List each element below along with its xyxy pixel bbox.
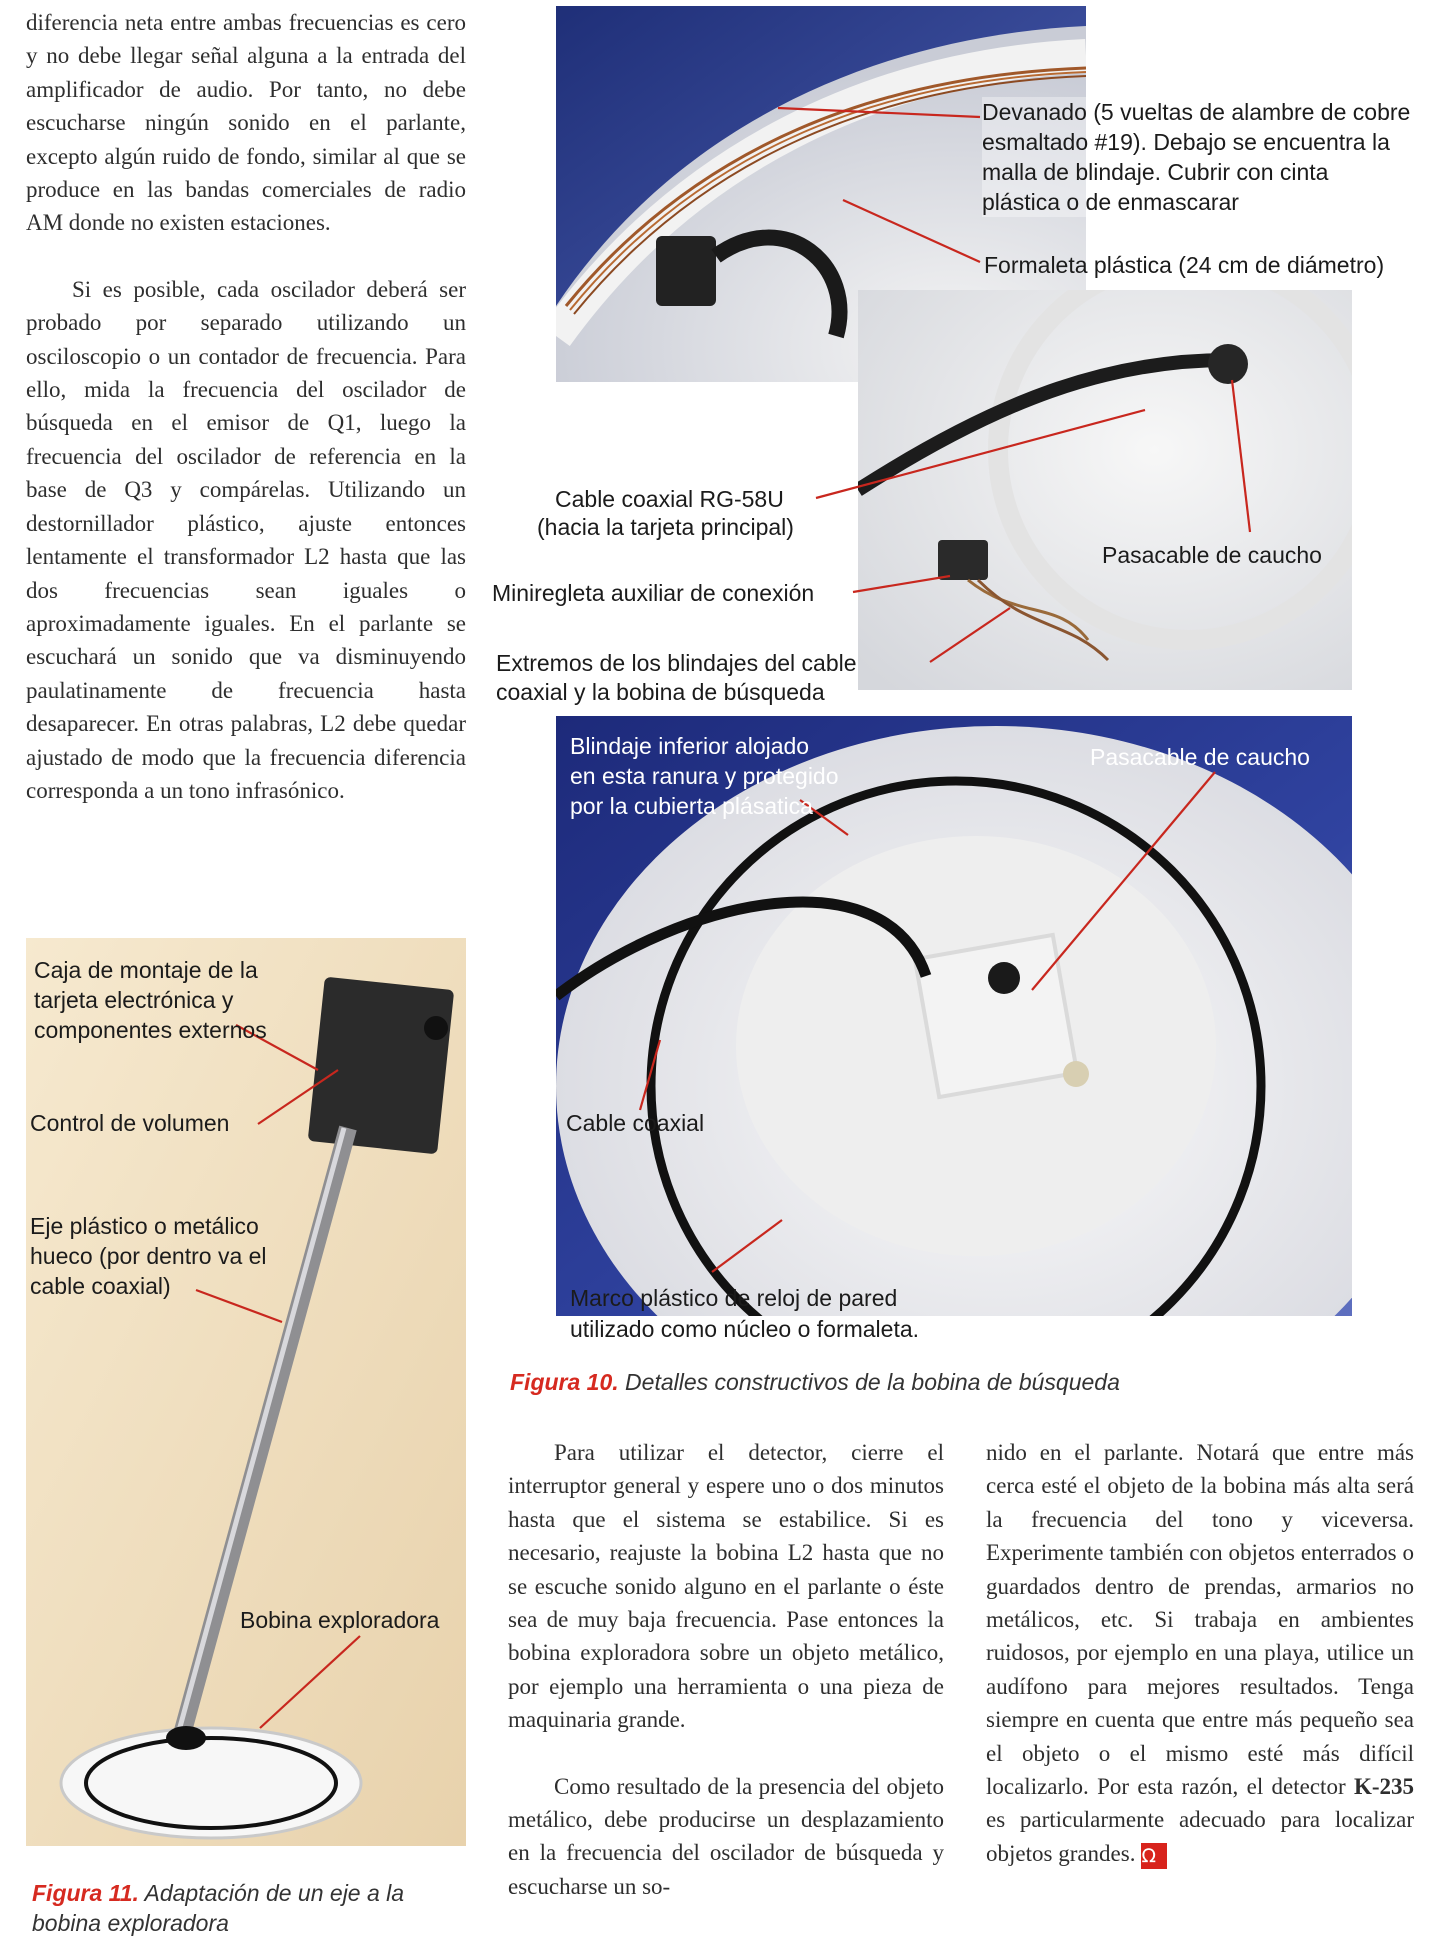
right-column-text [986,1436,1414,1903]
product-code: K-235 [1353,1774,1414,1800]
right-paragraph-1-part-a: nido en el parlante. Notará que entre más cerca esté el objeto de la bobina más alta será la frecuencia del tono y viceversa. Experimente también con objetos enterrados o guardados dentro de prendas, armarios no metálicos, etc. Si trabaja en ambientes ruidosos, por ejemplo en una playa, utilice un audífono para mejores resultados. Tenga siempre en cuenta que entre más pequeño sea el objeto o el mismo esté más difícil localizarlo. Por esta razón, el detector [986,1440,1414,1800]
figure10-number: Figura 10. [510,1369,619,1395]
label-extremos-2: coaxial y la bobina de búsqueda [496,679,825,705]
right-paragraph-1-part-b: es particularmente adecuado para localizar objetos grandes. [986,1807,1414,1866]
label-devanado: Devanado (5 vueltas de alambre de cobre esmaltado #19). Debajo se encuentra la malla de blindaje. Cubrir con cinta plástica o de enmascarar [982,99,1411,215]
label-extremos-1: Extremos de los blindajes del cable [496,650,857,676]
middle-paragraph-1: Para utilizar el detector, cierre el interruptor general y espere uno o dos minutos hasta que el sistema se estabilice. Si es necesario, reajuste la bobina L2 hasta que no se escuche sonido alguno en el parlante o éste sea de muy baja frecuencia. Pase entonces la bobina exploradora sobre un objeto metálico, por ejemplo una herramienta o una pieza de maquinaria grande. [508,1440,944,1733]
figure10-caption [510,1367,1370,1397]
middle-column-text [508,1436,944,1936]
left-column-text [26,6,466,840]
end-of-article-icon: Ω [1141,1843,1167,1869]
label-miniregleta: Miniregleta auxiliar de conexión [492,580,815,606]
middle-paragraph-2: Como resultado de la presencia del objeto metálico, debe producirse un desplazamiento en la frecuencia del oscilador de búsqueda y escucharse un so- [508,1773,944,1899]
label-cable-coaxial: Cable coaxial [566,1110,705,1136]
label-blindaje-inferior: Blindaje inferior alojado en esta ranura y protegido por la cubierta plásatica [570,733,839,819]
label-bobina: Bobina exploradora [240,1607,440,1633]
label-cable-rg58: Cable coaxial RG-58U [555,486,784,512]
figure11-caption-text: Adaptación de un eje a la bobina exploradora [32,1880,405,1936]
label-eje: Eje plástico o metálico hueco (por dentro va el cable coaxial) [30,1213,267,1299]
figure11-number: Figura 11. [32,1880,139,1906]
photo-coax-entrance [858,290,1352,690]
left-paragraph-2: Si es posible, cada oscilador deberá ser probado por separado utilizando un osciloscopio o un contador de frecuencia. Para ello, mida la frecuencia del oscilador de búsqueda en el emisor de Q1, luego la frecuencia del oscilador de referencia en la base de Q3 y compárelas. Utilizando un destornillador plástico, ajuste entonces lentamente el transformador L2 hasta que las dos frecuencias sean iguales o aproximadamente iguales. En el parlante se escuchará un sonido que va disminuyendo paulatinamente de frecuencia hasta desaparecer. En otras palabras, L2 debe quedar ajustado de modo que la frecuencia diferencia corresponda a un tono infrasónico. [26,276,466,803]
label-caja: Caja de montaje de la tarjeta electrónica y componentes externos [34,957,267,1043]
label-marco-1: Marco plástico de reloj de pared [570,1285,898,1311]
label-marco-2: utilizado como núcleo o formaleta. [570,1316,920,1342]
label-formaleta: Formaleta plástica (24 cm de diámetro) [984,252,1385,278]
label-cable-rg58-sub: (hacia la tarjeta principal) [537,514,794,540]
label-pasacable-2: Pasacable de caucho [1090,744,1310,770]
figure10-caption-text: Detalles constructivos de la bobina de búsqueda [618,1369,1120,1395]
left-paragraph-1: diferencia neta entre ambas frecuencias es cero y no debe llegar señal alguna a la entrada del amplificador de audio. Por tanto, no debe escucharse ningún sonido en el parlante, excepto algún ruido de fondo, similar al que se produce en las bandas comerciales de radio AM donde no existen estaciones. [26,10,466,236]
figure11-caption [32,1878,462,1938]
right-paragraph-1 [986,1436,1414,1870]
photo-detector-assembly [26,938,466,1846]
label-pasacable-1: Pasacable de caucho [1102,542,1322,568]
label-volumen: Control de volumen [30,1110,230,1136]
